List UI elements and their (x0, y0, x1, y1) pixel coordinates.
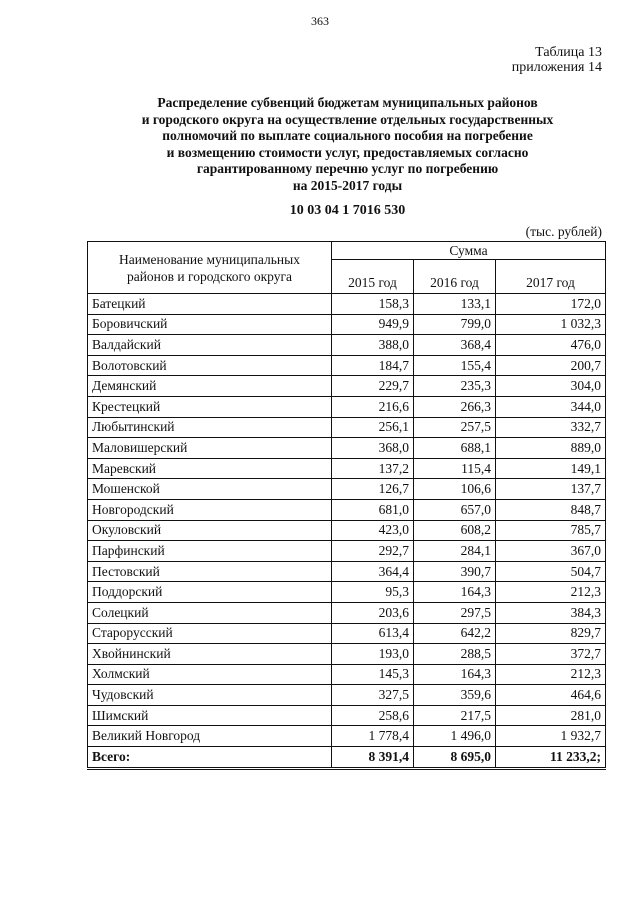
table-row (88, 541, 606, 562)
table-row (88, 314, 606, 335)
table-row (88, 417, 606, 438)
district-name-cell: Шимский (88, 705, 332, 726)
district-name-cell: Холмский (88, 664, 332, 685)
sum-column-header: Сумма (332, 242, 606, 260)
table-row (88, 479, 606, 500)
value-2015-cell: 364,4 (332, 561, 414, 582)
value-2016-cell: 297,5 (414, 602, 496, 623)
table-row (88, 458, 606, 479)
district-name-cell: Волотовский (88, 355, 332, 376)
table-label: Таблица 13 (535, 45, 602, 60)
title-line: гарантированному перечню услуг по погребению (196, 161, 499, 176)
table-row (88, 582, 606, 603)
table-row (88, 376, 606, 397)
budget-code: 10 03 04 1 7016 530 (289, 203, 406, 218)
table-row (88, 644, 606, 665)
value-2017-cell: 476,0 (496, 335, 606, 356)
value-2017-cell: 504,7 (496, 561, 606, 582)
value-2016-cell: 657,0 (414, 499, 496, 520)
value-2017-cell: 464,6 (496, 685, 606, 706)
district-name-cell: Валдайский (88, 335, 332, 356)
value-2016-cell: 235,3 (414, 376, 496, 397)
district-name-cell: Пестовский (88, 561, 332, 582)
value-2015-cell: 137,2 (332, 458, 414, 479)
value-2017-cell: 344,0 (496, 396, 606, 417)
value-2015-cell: 158,3 (332, 294, 414, 315)
table-row (88, 705, 606, 726)
value-2017-cell: 212,3 (496, 664, 606, 685)
value-2015-cell: 145,3 (332, 664, 414, 685)
district-name-cell: Хвойнинский (88, 644, 332, 665)
value-2016-cell: 266,3 (414, 396, 496, 417)
value-2015-cell: 388,0 (332, 335, 414, 356)
value-2015-cell: 292,7 (332, 541, 414, 562)
table-body (88, 294, 606, 769)
subvention-table (87, 241, 606, 770)
value-2015-cell: 216,6 (332, 396, 414, 417)
value-2016-cell: 155,4 (414, 355, 496, 376)
value-2017-cell: 332,7 (496, 417, 606, 438)
district-name-cell: Парфинский (88, 541, 332, 562)
value-2016-cell: 368,4 (414, 335, 496, 356)
district-name-cell: Солецкий (88, 602, 332, 623)
title-line: на 2015-2017 годы (292, 177, 403, 193)
year-2017-header: 2017 год (496, 260, 606, 294)
value-2016-cell: 164,3 (414, 582, 496, 603)
value-2016-cell: 288,5 (414, 644, 496, 665)
value-2015-cell: 184,7 (332, 355, 414, 376)
value-2016-cell: 642,2 (414, 623, 496, 644)
value-2016-cell: 257,5 (414, 417, 496, 438)
units-label: (тыс. рублей) (525, 224, 602, 239)
value-2015-cell: 327,5 (332, 685, 414, 706)
table-row (88, 664, 606, 685)
district-name-cell: Старорусский (88, 623, 332, 644)
value-2017-cell: 200,7 (496, 355, 606, 376)
table-row (88, 623, 606, 644)
table-row (88, 520, 606, 541)
value-2015-cell: 613,4 (332, 623, 414, 644)
value-2015-cell: 193,0 (332, 644, 414, 665)
year-2016-header: 2016 год (414, 260, 496, 294)
table-row (88, 396, 606, 417)
value-2015-cell: 1 778,4 (332, 726, 414, 747)
value-2017-cell: 372,7 (496, 644, 606, 665)
value-2017-cell: 149,1 (496, 458, 606, 479)
total-row (88, 747, 606, 769)
district-name-cell: Маловишерский (88, 438, 332, 459)
table-row (88, 335, 606, 356)
appendix-label: приложения 14 (511, 60, 602, 75)
value-2016-cell: 133,1 (414, 294, 496, 315)
value-2016-cell: 284,1 (414, 541, 496, 562)
total-value-2015-cell: 8 391,4 (332, 747, 414, 769)
value-2015-cell: 423,0 (332, 520, 414, 541)
total-district-name-cell: Всего: (88, 747, 332, 769)
table-row (88, 602, 606, 623)
value-2017-cell: 785,7 (496, 520, 606, 541)
value-2017-cell: 304,0 (496, 376, 606, 397)
value-2016-cell: 799,0 (414, 314, 496, 335)
value-2015-cell: 203,6 (332, 602, 414, 623)
table-row (88, 685, 606, 706)
table-row (88, 499, 606, 520)
district-name-cell: Крестецкий (88, 396, 332, 417)
district-name-cell: Чудовский (88, 685, 332, 706)
name-column-header: Наименование муниципальных районов и городского округа (88, 242, 332, 294)
district-name-cell: Батецкий (88, 294, 332, 315)
district-name-cell: Боровичский (88, 314, 332, 335)
title-line: полномочий по выплате социального пособия на погребение (162, 128, 533, 143)
value-2015-cell: 95,3 (332, 582, 414, 603)
value-2016-cell: 217,5 (414, 705, 496, 726)
value-2015-cell: 256,1 (332, 417, 414, 438)
value-2017-cell: 829,7 (496, 623, 606, 644)
value-2016-cell: 688,1 (414, 438, 496, 459)
table-row (88, 294, 606, 315)
district-name-cell: Новгородский (88, 499, 332, 520)
table-caption (512, 45, 602, 75)
value-2017-cell: 384,3 (496, 602, 606, 623)
table-row (88, 726, 606, 747)
title-line: Распределение субвенций бюджетам муниципальных районов (157, 95, 538, 110)
value-2015-cell: 949,9 (332, 314, 414, 335)
value-2017-cell: 889,0 (496, 438, 606, 459)
district-name-cell: Демянский (88, 376, 332, 397)
table-row (88, 355, 606, 376)
value-2017-cell: 1 932,7 (496, 726, 606, 747)
district-name-cell: Окуловский (88, 520, 332, 541)
total-value-2016-cell: 8 695,0 (414, 747, 496, 769)
header-row (88, 242, 606, 260)
district-name-cell: Поддорский (88, 582, 332, 603)
title-line: и городского округа на осуществление отдельных государственных (141, 111, 554, 127)
value-2016-cell: 390,7 (414, 561, 496, 582)
district-name-cell: Маревский (88, 458, 332, 479)
value-2015-cell: 258,6 (332, 705, 414, 726)
value-2017-cell: 1 032,3 (496, 314, 606, 335)
value-2017-cell: 212,3 (496, 582, 606, 603)
value-2016-cell: 164,3 (414, 664, 496, 685)
value-2017-cell: 172,0 (496, 294, 606, 315)
table-row (88, 561, 606, 582)
district-name-cell: Мошенской (88, 479, 332, 500)
value-2015-cell: 229,7 (332, 376, 414, 397)
document-title (60, 95, 635, 194)
value-2017-cell: 848,7 (496, 499, 606, 520)
table-row (88, 438, 606, 459)
district-name-cell: Любытинский (88, 417, 332, 438)
value-2015-cell: 126,7 (332, 479, 414, 500)
value-2015-cell: 681,0 (332, 499, 414, 520)
value-2016-cell: 115,4 (414, 458, 496, 479)
value-2016-cell: 106,6 (414, 479, 496, 500)
value-2016-cell: 1 496,0 (414, 726, 496, 747)
value-2016-cell: 359,6 (414, 685, 496, 706)
district-name-cell: Великий Новгород (88, 726, 332, 747)
total-value-2017-cell: 11 233,2; (496, 747, 606, 769)
value-2016-cell: 608,2 (414, 520, 496, 541)
value-2015-cell: 368,0 (332, 438, 414, 459)
value-2017-cell: 367,0 (496, 541, 606, 562)
value-2017-cell: 281,0 (496, 705, 606, 726)
title-line: и возмещению стоимости услуг, предоставляемых согласно (166, 144, 529, 160)
value-2017-cell: 137,7 (496, 479, 606, 500)
page-number: 363 (311, 14, 329, 28)
year-2015-header: 2015 год (332, 260, 414, 294)
